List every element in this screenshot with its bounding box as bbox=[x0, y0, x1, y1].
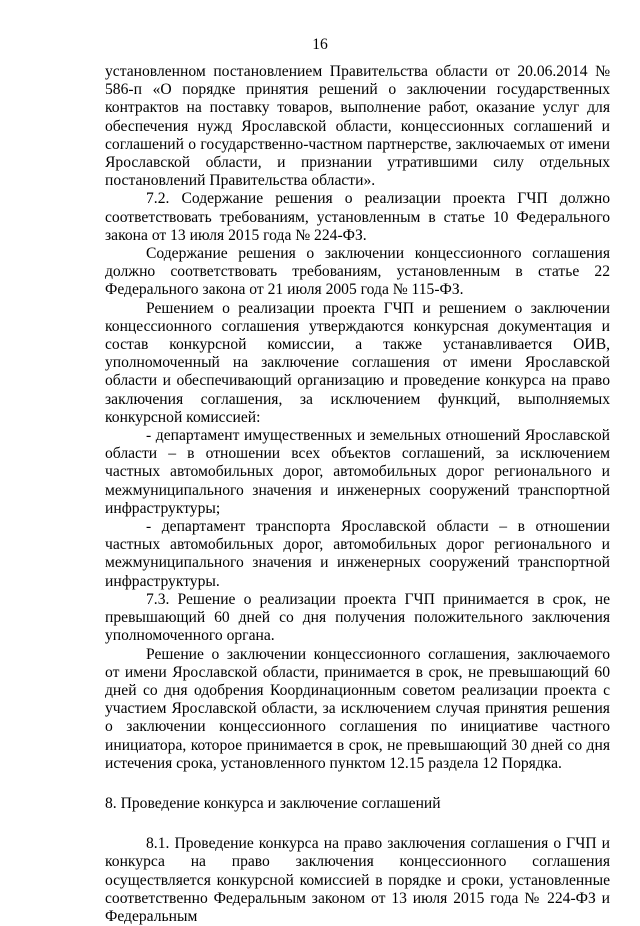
paragraph-concession-deadline: Решение о заключении концессионного соглашения, заключаемого от имени Ярославской области, принимается в срок, не превышающий 60 дней со дня одобрения Координационным советом реализации проекта с участием Ярославской области, за исключением случая принятия решения о заключении концессионного соглашения по инициативе частного инициатора, которое принимается в срок, не превышающий 30 дней со дня истечения срока, установленного пунктом 12.15 раздела 12 Порядка. bbox=[105, 645, 610, 772]
paragraph-decision-approval: Решением о реализации проекта ГЧП и решением о заключении концессионного соглашения утверждаются конкурсная документация и состав конкурсной комиссии, а также устанавливается ОИВ, уполномоченный на заключение соглашения от имени Ярославской области и обеспечивающий организацию и проведение конкурса на право заключения соглашения, за исключением функций, выполняемых конкурсной комиссией: bbox=[105, 299, 610, 426]
list-item-transport-department: - департамент транспорта Ярославской области – в отношении частных автомобильных дорог, автомобильных дорог регионального и межмуниципального значения и инженерных сооружений транспортной инфраструктуры. bbox=[105, 518, 610, 590]
section-heading: 8. Проведение конкурса и заключение соглашений bbox=[105, 794, 441, 812]
paragraph-8-1: 8.1. Проведение конкурса на право заключения соглашения о ГЧП и конкурса на право заключения концессионного соглашения осуществляется конкурсной комиссией в порядке и сроки, установленные соответственно Федеральным законом от 13 июля 2015 года № 224-ФЗ и Федеральным bbox=[105, 835, 610, 925]
paragraph-7-2: 7.2. Содержание решения о реализации проекта ГЧП должно соответствовать требованиям, установленным в статье 10 Федерального закона от 13 июля 2015 года № 224-ФЗ. bbox=[105, 190, 610, 244]
page-number: 16 bbox=[312, 36, 328, 53]
paragraph-7-3: 7.3. Решение о реализации проекта ГЧП принимается в срок, не превышающий 60 дней со дня получения положительного заключения уполномоченного органа. bbox=[105, 590, 610, 645]
list-item-property-department: - департамент имущественных и земельных отношений Ярославской области – в отношении всех объектов соглашений, за исключением частных автомобильных дорог, автомобильных дорог регионального и межмуниципального значения и инженерных сооружений транспортной инфраструктуры; bbox=[105, 427, 610, 517]
paragraph-continuation: установленном постановлением Правительства области от 20.06.2014 № 586-п «О порядке принятия решений о заключении государственных контрактов на поставку товаров, выполнение работ, оказание услуг для обеспечения нужд Ярославской области, концессионных соглашений и соглашений о государственно-частном партнерстве, заключаемых от имени Ярославской области, и признании утратившими силу отдельных постановлений Правительства области». bbox=[105, 63, 610, 190]
document-body bbox=[105, 63, 610, 926]
paragraph-concession-content: Содержание решения о заключении концессионного соглашения должно соответствовать требованиям, установленным в статье 22 Федерального закона от 21 июля 2005 года № 115-ФЗ. bbox=[105, 245, 610, 299]
